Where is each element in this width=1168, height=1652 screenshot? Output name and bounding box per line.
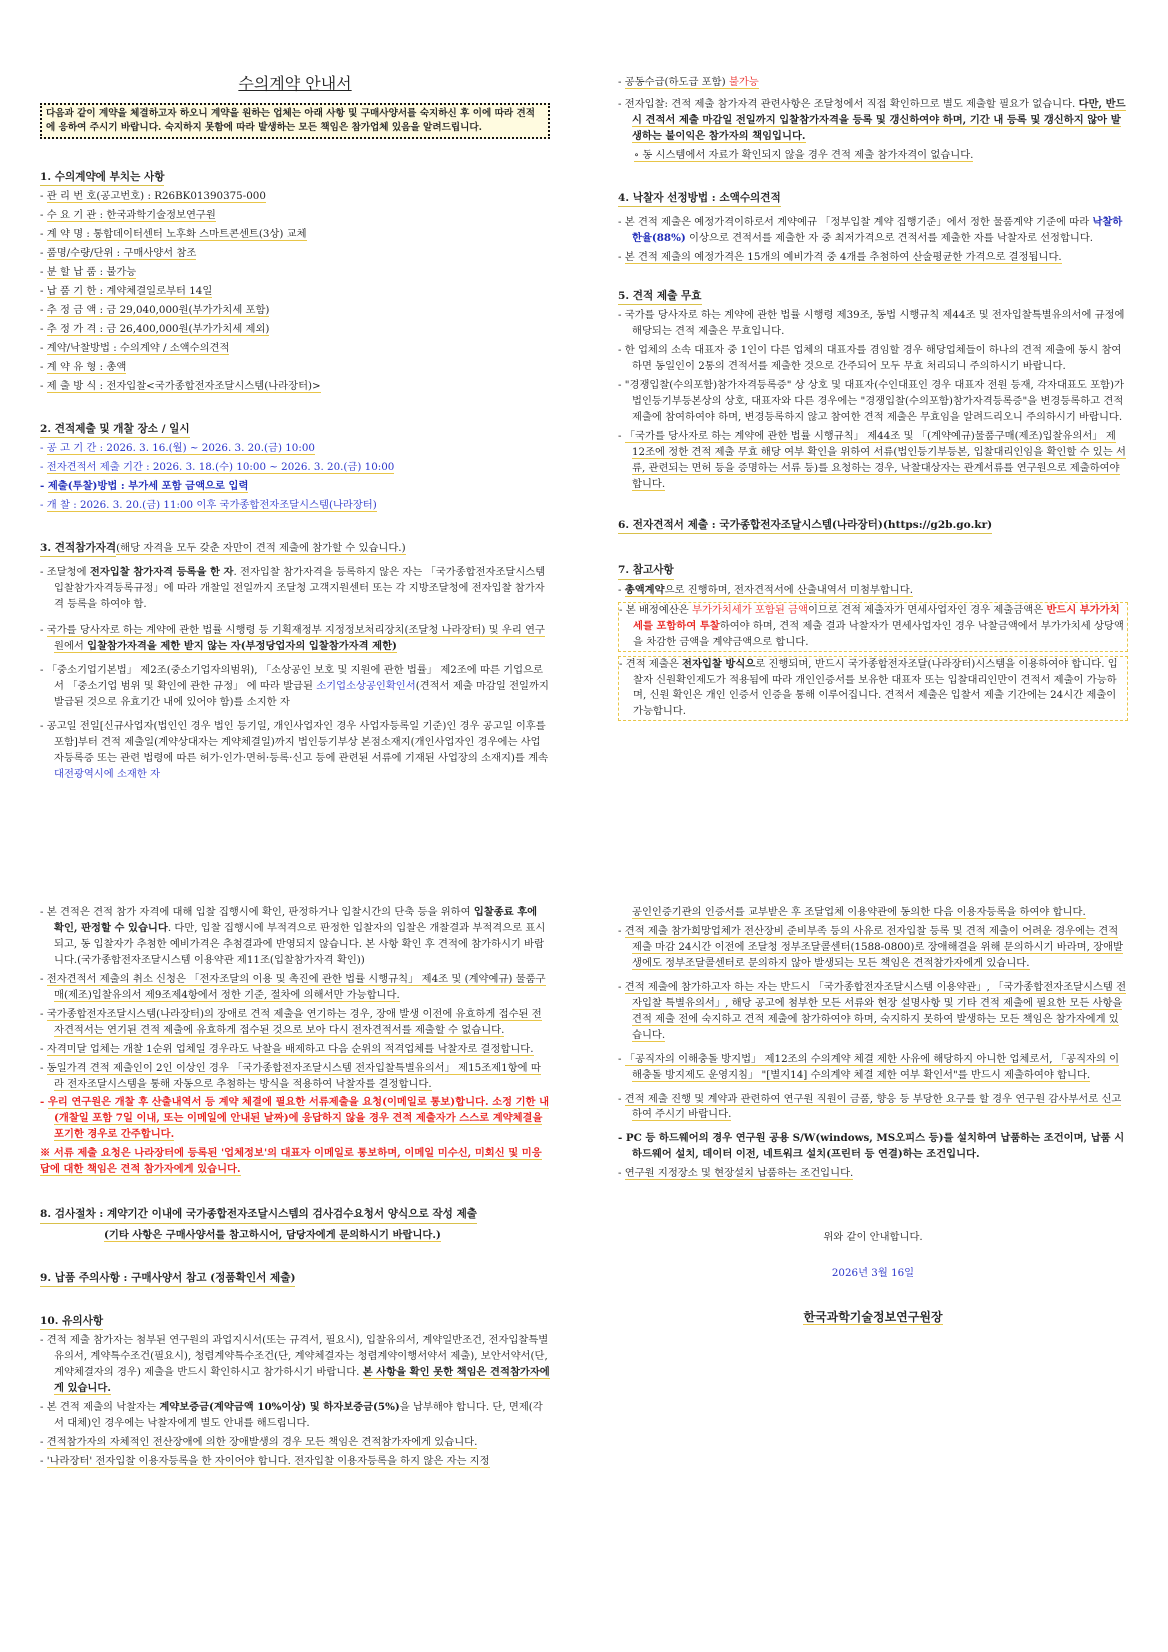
section-8-note: (기타 사항은 구매사양서를 참고하시어, 담당자에게 문의하시기 바랍니다.): [104, 1228, 441, 1241]
page2-right-column: [618, 902, 1128, 1327]
section-3-heading: 3. 견적참가자격: [40, 540, 116, 557]
closing-signer: 한국과학기술정보연구원장: [803, 1310, 943, 1325]
section-2: [40, 421, 550, 514]
section-8: [40, 1206, 550, 1243]
closing-text: 위와 같이 안내합니다.: [823, 1231, 923, 1244]
s1-item: - 계약/낙찰방법 : 수의계약 / 소액수의견적: [40, 341, 230, 354]
section-1-heading: 1. 수의계약에 부치는 사항: [40, 169, 164, 186]
r2-item: - 견적 제출에 참가하고자 하는 자는 반드시 「국가종합전자조달시스템 이용약관」, 「국가종합전자조달시스템 전자입찰 특별유의서」, 해당 공고에 첨부한 모든 서류와 현장 설명사항 및 기타 견적 제출에 필요한 모든 사항을 견적 제출 전에 숙지하고 견적 제출에 참가하여야 하며, 숙지하지 못하여 발생하는 모든 책임은 참가자에게 있습니다.: [618, 980, 1127, 1041]
section-9-heading: 9. 납품 주의사항 : 구매사양서 참고 (정품확인서 제출): [40, 1270, 295, 1287]
s1-item: - 계 약 명 : 통합데이터센터 노후화 스마트콘센트(3상) 교체: [40, 227, 307, 240]
s3-item: - 조달청에 전자입찰 참가자격 등록을 한 자. 전자입찰 참가자격을 등록하지 않은 자는 「국가종합전자조달시스템 입찰참가자격등록규정」에 따라 개찰일 전일까지 조달청 고객지원센터 또는 각 지방조달청에 전자입찰 참가자격 등록을 하여야 함.: [40, 566, 546, 611]
s10-item: - 본 견적 제출의 낙찰자는 계약보증금(계약금액 10%이상) 및 하자보증금(5%)을 납부해야 합니다. 단, 면제(각서 대체)인 경우에는 낙찰자에게 별도 안내를 해드립니다.: [40, 1401, 543, 1430]
section-6-heading: 6. 전자견적서 제출 : 국가종합전자조달시스템(나라장터)(https://g2b.go.kr): [618, 517, 992, 534]
s3-item: - 공고일 전일[신규사업자(법인인 경우 법인 등기일, 개인사업자인 경우 사업자등록일 기준)인 경우 공고일 이후를 포함]부터 견적 제출일(계약상대자는 계약체결일)까지 법인등기부상 본점소재지(개인사업자인 경우에는 사업자등록증 또는 관련 법령에 따른 허가·인가·면허·등록·신고 등에 관련된 서류에 기재된 사업장의 소재지)를 계속 대전광역시에 소재한 자: [40, 719, 549, 780]
r1-subitem: ∘ 동 시스템에서 자료가 확인되지 않을 경우 견적 제출 참가자격이 없습니다.: [634, 148, 974, 161]
s2-item: - 개 찰 : 2026. 3. 20.(금) 11:00 이후 국가종합전자조달시스템(나라장터): [40, 498, 377, 511]
section-1: [40, 169, 550, 395]
r2-item: - PC 등 하드웨어의 경우 연구원 공용 S/W(windows, MS오피스 등)를 설치하여 납품하는 조건이며, 납품 시 하드웨어 설치, 데이터 이전, 네트워크 설치(프린터 등 연결)하는 조건입니다.: [618, 1132, 1125, 1161]
s5-item: - 국가를 당사자로 하는 계약에 관한 법률 시행령 제39조, 동법 시행규칙 제44조 및 전자입찰특별유의서에 규정에 해당되는 견적 제출은 무효입니다.: [618, 309, 1125, 338]
s1-item: - 수 요 기 관 : 한국과학기술정보연구원: [40, 208, 216, 221]
s3-item: - 국가를 당사자로 하는 계약에 관한 법률 시행령 등 기획재정부 지정정보처리장치(조달청 나라장터) 및 우리 연구원에서 입찰참가자격을 제한 받지 않는 자(부정당업자의 입찰참가자격 제한): [40, 623, 545, 652]
s3-item: - 「중소기업기본법」 제2조(중소기업자의범위), 「소상공인 보호 및 지원에 관한 법률」 제2조에 따른 기업으로서 「중소기업 범위 및 확인에 관한 규정」 에 따라 발급된 소기업소상공인확인서(견적서 제출 마감일 전일까지 발급된 것으로 유효기간 내에 있어야 함)를 소지한 자: [40, 663, 549, 708]
s1-item: - 품명/수량/단위 : 구매사양서 참조: [40, 246, 197, 259]
s4-item: - 본 견적 제출의 예정가격은 15개의 예비가격 중 4개를 추첨하여 산술평균한 가격으로 결정됩니다.: [618, 251, 1062, 264]
s3b-item: - 자격미달 업체는 개찰 1순위 업체일 경우라도 낙찰을 배제하고 다음 순위의 적격업체를 낙찰자로 결정합니다.: [40, 1042, 534, 1055]
section-9: [40, 1270, 550, 1287]
section-4-heading: 4. 낙찰자 선정방법 : 소액수의견적: [618, 190, 781, 207]
s1-item: - 추 정 금 액 : 금 29,040,000원(부가가치세 포함): [40, 303, 270, 316]
r2-item: - 「공직자의 이해충돌 방지법」 제12조의 수의계약 체결 제한 사유에 해당하지 아니한 업체로서, 「공직자의 이해충돌 방지제도 운영지침」 "[별지14] 수의계약 체결 제한 여부 확인서"를 반드시 제출하여야 합니다.: [618, 1052, 1120, 1081]
s5-item: - 「국가를 당사자로 하는 계약에 관한 법률 시행규칙」 제44조 및 「(계약예규)물품구매(제조)입찰유의서」 제12조에 정한 견적 제출 무효 해당 여부 확인을 위하여 서류(법인등기부등본, 입찰대리인임을 확인할 수 있는 서류, 관련되는 면허 등을 증명하는 서류 등)를 요청하는 경우, 낙찰대상자는 관계서류를 연구원으로 제출하여야 합니다.: [618, 430, 1126, 490]
s3b-note: ※ 서류 제출 요청은 나라장터에 등록된 '업체정보'의 대표자 이메일로 통보하며, 이메일 미수신, 미회신 및 미응답에 대한 책임은 견적 참가자에게 있습니다.: [40, 1147, 542, 1176]
document-title: 수의계약 안내서: [238, 74, 352, 93]
section-8-note-row: [40, 1228, 550, 1244]
s5-item: - 한 업체의 소속 대표자 중 1인이 다른 업체의 대표자를 겸임할 경우 해당업체들이 하나의 견적 제출에 동시 참여하면 동일인이 2통의 견적서를 제출한 것으로 간주되어 모두 무효 처리되니 주의하시기 바랍니다.: [618, 344, 1122, 373]
page2-left-column: [40, 902, 550, 1473]
section-5-heading: 5. 견적 제출 무효: [618, 288, 702, 305]
page1-left-column: [40, 72, 550, 786]
s1-item: - 분 할 납 품 : 불가능: [40, 265, 137, 278]
s4-item: - 본 견적 제출은 예정가격이하로서 계약예규 「정부입찰 계약 집행기준」에서 정한 물품계약 기준에 따라 낙찰하한율(88%) 이상으로 견적서를 제출한 자 중 최저가격으로 견적서를 제출한 자를 낙찰자로 선정합니다.: [618, 216, 1123, 245]
s2-item: - 제출(투찰)방법 : 부가세 포함 금액으로 입력: [40, 479, 249, 492]
s10-item: - 견적참가자의 자체적인 전산장애에 의한 장애발생의 경우 모든 책임은 견적참가자에게 있습니다.: [40, 1436, 478, 1449]
section-5: [618, 288, 1128, 493]
r2-item: - 연구원 지정장소 및 현장설치 납품하는 조건입니다.: [618, 1167, 854, 1180]
notice-box: 다음과 같이 계약을 체결하고자 하오니 계약을 원하는 업체는 아래 사항 및 구매사양서를 숙지하신 후 이에 따라 견적에 응하여 주시기 바랍니다. 숙지하지 못함에 따라 발생하는 모든 책임은 참가업체 있음을 알려드립니다.: [40, 103, 550, 139]
r1-item: - 공동수급(하도급 포함) 불가능: [618, 76, 759, 88]
section-3-note: (해당 자격을 모두 갖춘 자만이 견적 제출에 참가할 수 있습니다.): [116, 541, 406, 554]
s3b-item: - 전자견적서 제출의 취소 신청은 「전자조달의 이용 및 촉진에 관한 법률 시행규칙」 제4조 및 (계약예규) 물품구매(제조)입찰유의서 제9조제4항에서 정한 기준, 절차에 의해서만 가능합니다.: [40, 972, 546, 1001]
s5-item: - "경쟁입찰(수의포함)참가자격등록증" 상 상호 및 대표자(수인대표인 경우 대표자 전원 등재, 각자대표도 포함)가 법인등기부등본상의 상호, 대표자와 다른 경우에는 "경쟁입찰(수의포함)참가자격등록증"을 변경등록하고 견적 제출에 참여하여야 하며, 변경등록하지 않고 참여한 견적 제출은 무효임을 알려드리오니 주의하시기 바랍니다.: [618, 379, 1124, 424]
s1-item: - 관 리 번 호(공고번호) : R26BK01390375-000: [40, 190, 266, 203]
r2-item: - 견적 제출 참가희망업체가 전산장비 준비부족 등의 사유로 전자입찰 등록 및 견적 제출이 어려운 경우에는 견적 제출 마감 24시간 이전에 조달청 정부조달콜센터(1588-0800)로 장애해결을 위해 문의하시기 바라며, 장애발생에도 정부조달콜센터로 문의하지 않아 발생되는 모든 책임은 견적참가자에게 있습니다.: [618, 924, 1124, 969]
r1-item: - 전자입찰: 견적 제출 참가자격 관련사항은 조달청에서 직접 확인하므로 별도 제출할 필요가 없습니다. 다만, 반드시 견적서 제출 마감일 전일까지 입찰참가자격을 등록 및 갱신하여야 하며, 기간 내 등록 및 갱신하지 않아 발생하는 불이익은 참가자의 책임입니다.: [618, 97, 1126, 142]
s1-item: - 계 약 유 형 : 총액: [40, 360, 127, 373]
section-4: [618, 190, 1128, 266]
section-7-heading: 7. 참고사항: [618, 562, 674, 579]
s1-item: - 제 출 방 식 : 전자입찰<국가종합전자조달시스템(나라장터)>: [40, 379, 321, 392]
s2-item: - 전자견적서 제출 기간 : 2026. 3. 18.(수) 10:00 ~ 2026. 3. 20.(금) 10:00: [40, 460, 395, 473]
section-8-heading: 8. 검사절차 : 계약기간 이내에 국가종합전자조달시스템의 검사검수요청서 양식으로 작성 제출: [40, 1206, 477, 1223]
s3b-item: - 국가종합전자조달시스템(나라장터)의 장애로 견적 제출을 연기하는 경우, 장애 발생 이전에 유효하게 접수된 전자견적서는 연기된 견적 제출에 유효하게 접수된 것으로 보아 다시 전자견적서를 제출할 수 없습니다.: [40, 1007, 542, 1036]
page1-right-column: [618, 72, 1128, 724]
closing-date: 2026년 3월 16일: [831, 1267, 915, 1280]
s1-item: - 납 품 기 한 : 계약체결일로부터 14일: [40, 284, 213, 297]
s10-item: - '나라장터' 전자입찰 이용자등록을 한 자이어야 합니다. 전자입찰 이용자등록을 하지 않은 자는 지정: [40, 1455, 490, 1468]
s7-item: - 견적 제출은 전자입찰 방식으로 진행되며, 반드시 국가종합전자조달(나라장터)시스템을 이용하여야 합니다. 입찰자 신원확인제도가 적용됨에 따라 개인인증서를 보유한 대표자 또는 입찰대리인만이 견적서 제출이 가능하며, 신원 확인은 개인 인증서 인증을 통해 이루어집니다. 견적서 제출은 입찰서 제출 기간에는 24시간 제출이 가능합니다.: [618, 656, 1128, 722]
s2-item: - 공 고 기 간 : 2026. 3. 16.(월) ~ 2026. 3. 20.(금) 10:00: [40, 441, 315, 454]
s1-item: - 추 정 가 격 : 금 26,400,000원(부가가치세 제외): [40, 322, 270, 335]
section-7: [618, 562, 1128, 721]
s3b-item: - 본 견적은 견적 참가 자격에 대해 입찰 집행시에 확인, 판정하거나 입찰시간의 단축 등을 위하여 입찰종료 후에 확인, 판정할 수 있습니다. 다만, 입찰 집행시에 부적격으로 판정한 입찰자의 입찰은 개찰결과 부적격으로 표시되고, 동 입찰자가 추첨한 예비가격은 추첨결과에 반영되지 않습니다. 본 사항 확인 후 견적에 참가하시기 바랍니다.(국가종합전자조달시스템 이용약관 제11조(입찰참가자격 확인)): [40, 906, 546, 966]
section-3: [40, 540, 550, 783]
section-2-heading: 2. 견적제출 및 개찰 장소 / 일시: [40, 421, 190, 438]
s10-item: - 견적 제출 참가자는 첨부된 연구원의 과업지시서(또는 규격서, 필요시), 입찰유의서, 계약일반조건, 전자입찰특별유의서, 계약특수조건(필요시), 청렴계약특수조건(단, 계약체결자는 청렴계약이행서약서 제출), 보안서약서(단, 계약체결자의 경우) 제출을 반드시 확인하시고 참가하시기 바랍니다. 본 사항을 확인 못한 책임은 견적참가자에게 있습니다.: [40, 1334, 550, 1395]
r2-item: - 견적 제출 진행 및 계약과 관련하여 연구원 직원이 금품, 향응 등 부당한 요구를 할 경우 연구원 감사부서로 신고하여 주시기 바랍니다.: [618, 1092, 1122, 1121]
r2-item: 공인인증기관의 인증서를 교부받은 후 조달업체 이용약관에 동의한 다음 이용자등록을 하여야 합니다.: [632, 906, 1086, 918]
s7-item: - 본 배정예산은 부가가치세가 포함된 금액이므로 견적 제출자가 면세사업자인 경우 제출금액은 반드시 부가가치세를 포함하여 투찰하여야 하며, 견적 제출 결과 낙찰자가 면세사업자인 경우 낙찰금액에서 부가가치세 상당액을 차감한 금액을 계약금액으로 합니다.: [618, 602, 1128, 652]
s3b-item: - 우리 연구원은 개찰 후 산출내역서 등 계약 체결에 필요한 서류제출을 요청(이메일로 통보)합니다. 소정 기한 내(개찰일 포함 7일 이내, 또는 이메일에 안내된 날짜)에 응답하지 않을 경우 견적 제출자가 스스로 계약체결을 포기한 경우로 간주합니다.: [40, 1096, 550, 1141]
section-10-heading: 10. 유의사항: [40, 1313, 103, 1330]
s7-item: - 총액계약으로 진행하며, 전자견적서에 산출내역서 미첨부합니다.: [618, 583, 913, 596]
s3b-item: - 동일가격 견적 제출인이 2인 이상인 경우 「국가종합전자조달시스템 전자입찰특별유의서」 제15조제1항에 따라 전자조달시스템을 통해 자동으로 추첨하는 방식을 적용하여 낙찰자를 결정합니다.: [40, 1061, 541, 1090]
section-6: [618, 517, 1128, 534]
section-10: [40, 1313, 550, 1470]
